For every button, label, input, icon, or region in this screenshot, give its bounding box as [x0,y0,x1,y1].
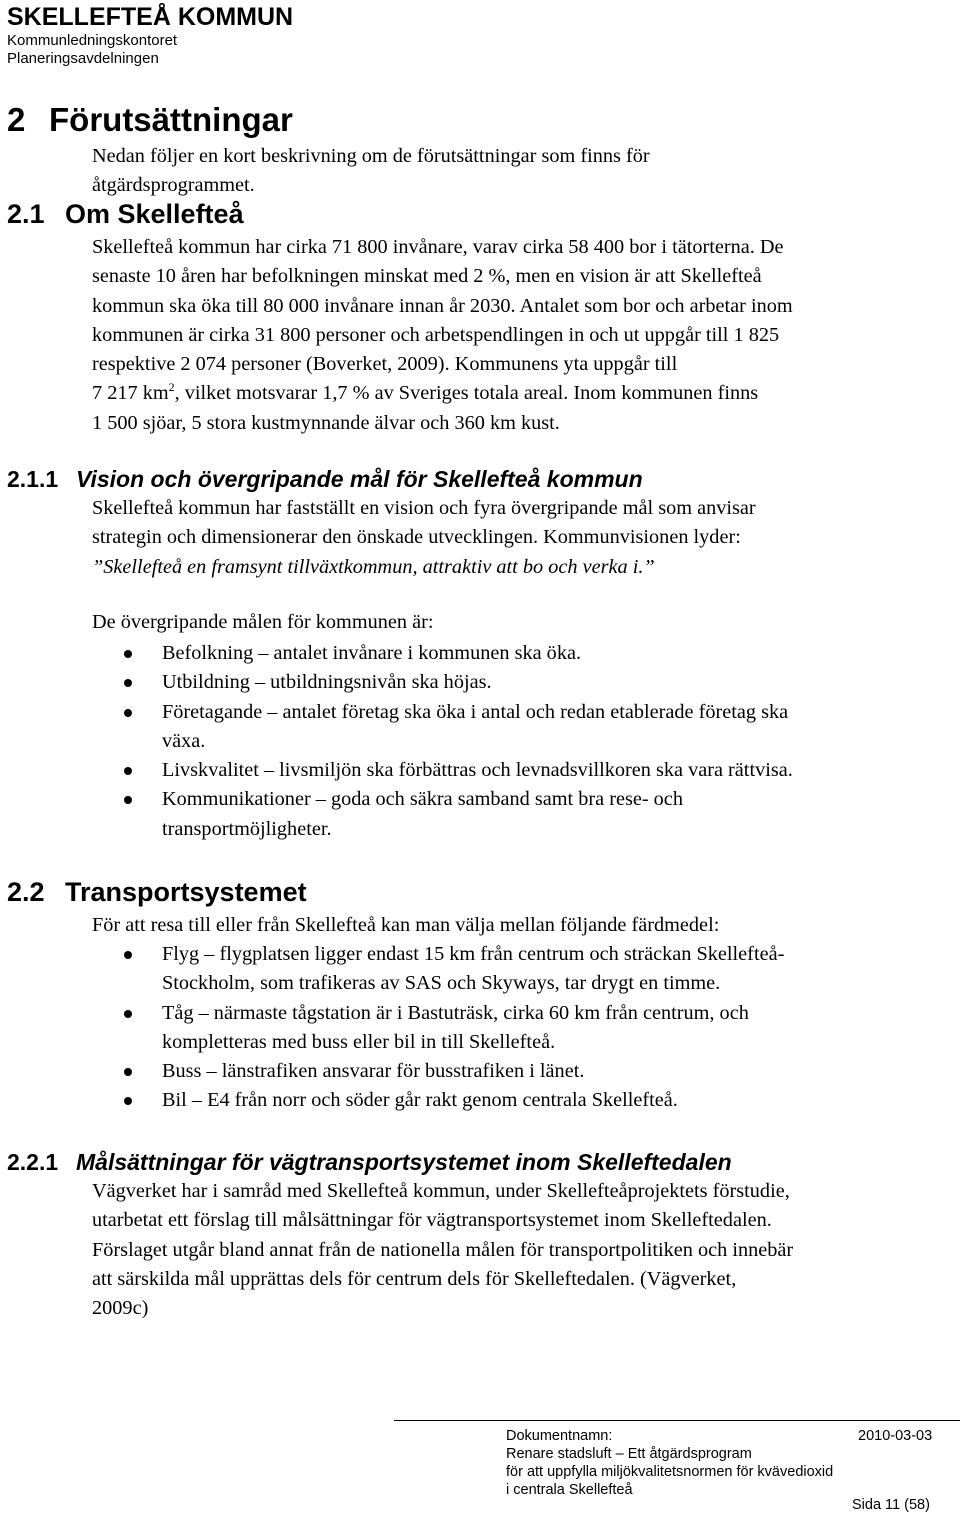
text-line: strategin och dimensionerar den önskade utvecklingen. Kommunvisionen lyder: [92,526,741,549]
text-line: senaste 10 åren har befolkningen minskat med 2 %, men en vision är att Skellefteå [92,265,762,288]
text-line: Skellefteå kommun har cirka 71 800 invånare, varav cirka 58 400 bor i tätorterna. De [92,236,784,258]
footer-date: 2010-03-03 [858,1428,933,1444]
list-item-text: transportmöjligheter. [162,817,332,840]
text-line [92,379,956,408]
office-name: Kommunledningskontoret [7,32,178,49]
list-item [92,698,956,757]
footer-doc-label: Dokumentnamn: [506,1428,613,1444]
bullet-icon [124,796,132,804]
list-item [92,1057,956,1086]
area-prefix: 7 217 km [92,382,169,405]
list-item-text: Utbildning – utbildningsnivån ska höjas. [162,671,492,694]
bullet-icon [124,650,132,658]
list-item [92,639,956,668]
area-superscript: 2 [168,380,175,395]
text-line: att särskilda mål upprättas dels för centrum dels för Skelleftedalen. (Vägverket, [92,1267,737,1290]
heading-number: 2.2.1 [7,1149,59,1175]
bullet-icon [124,1068,132,1076]
transport-modes-list [92,940,956,1116]
bullet-icon [124,951,132,959]
area-suffix: , vilket motsvarar 1,7 % av Sveriges totala areal. Inom kommunen finns [174,382,759,405]
list-item-text: Befolkning – antalet invånare i kommunen ska öka. [162,642,582,664]
goals-intro [92,608,956,637]
page-number: Sida 11 (58) [852,1497,930,1513]
list-item-text: Buss – länstrafiken ansvarar för busstrafiken i länet. [162,1060,585,1083]
text-line: respektive 2 074 personer (Boverket, 2009). Kommunens yta uppgår till [92,353,678,376]
list-item [92,668,956,697]
bullet-icon [124,1097,132,1105]
list-item-text: Tåg – närmaste tågstation är i Bastuträsk, cirka 60 km från centrum, och [162,1001,749,1024]
heading-number: 2.2 [7,877,45,907]
heading-section-2 [7,100,293,140]
list-item-text: Flyg – flygplatsen ligger endast 15 km från centrum och sträckan Skellefteå- [162,943,785,965]
heading-title: Om Skellefteå [65,199,244,229]
text-line: kommun ska öka till 80 000 invånare innan år 2030. Antalet som bor och arbetar inom [92,294,793,317]
heading-title: Förutsättningar [49,101,293,138]
footer-doc-title-line: för att uppfylla miljökvalitetsnormen för kvävedioxid [506,1464,834,1480]
section-2-2-intro [92,911,956,940]
heading-section-2-1 [7,198,244,230]
list-item-text: Kommunikationer – goda och säkra samband samt bra rese- och [162,788,683,811]
list-item [92,1086,956,1115]
heading-title: Målsättningar för vägtransportsystemet inom Skelleftedalen [76,1149,732,1175]
text-line: Skellefteå kommun har fastställt en vision och fyra övergripande mål som anvisar [92,497,756,519]
text-line: Vägverket har i samråd med Skellefteå kommun, under Skellefteåprojektets förstudie, [92,1180,790,1202]
section-2-2-1-body [92,1177,956,1323]
text-line: utarbetat ett förslag till målsättningar för vägtransportsystemet inom Skelleftedalen. [92,1209,772,1232]
text-line: Nedan följer en kort beskrivning om de förutsättningar som finns för [92,145,650,167]
heading-section-2-2 [7,876,307,908]
goals-list [92,639,956,844]
list-item [92,999,956,1058]
heading-number: 2.1.1 [7,466,59,492]
list-item-text: växa. [162,729,206,752]
organization-name: SKELLEFTEÅ KOMMUN [7,3,294,31]
heading-number: 2 [7,101,26,138]
heading-section-2-1-1 [7,465,643,493]
text-line: Förslaget utgår bland annat från de nationella målen för transportpolitiken och innebär [92,1238,794,1261]
list-item [92,940,956,999]
text-line: kommunen är cirka 31 800 personer och arbetspendlingen in och ut uppgår till 1 825 [92,323,780,346]
heading-number: 2.1 [7,199,45,229]
list-item-text: Bil – E4 från norr och söder går rakt genom centrala Skellefteå. [162,1089,678,1112]
heading-title: Transportsystemet [65,877,307,907]
bullet-icon [124,767,132,775]
list-item [92,785,956,844]
heading-title: Vision och övergripande mål för Skellefteå kommun [76,466,643,492]
vision-quote: ”Skellefteå en framsynt tillväxtkommun, attraktiv att bo och verka i.” [92,555,655,578]
footer-divider [394,1420,960,1421]
footer-doc-title-line: Renare stadsluft – Ett åtgärdsprogram [506,1446,752,1462]
text-line: För att resa till eller från Skellefteå kan man välja mellan följande färdmedel: [92,914,720,936]
department-name: Planeringsavdelningen [7,50,159,67]
bullet-icon [124,1010,132,1018]
text-line: 2009c) [92,1297,149,1320]
bullet-icon [124,679,132,687]
section-2-1-1-body [92,494,956,582]
bullet-icon [124,709,132,717]
text-line: åtgärdsprogrammet. [92,174,255,197]
list-item [92,756,956,785]
heading-section-2-2-1 [7,1148,732,1176]
footer-doc-title-line: i centrala Skellefteå [506,1482,633,1498]
list-item-text: kompletteras med buss eller bil in till Skellefteå. [162,1030,556,1053]
section-2-intro [92,142,956,201]
text-line: De övergripande målen för kommunen är: [92,611,434,633]
list-item-text: Företagande – antalet företag ska öka i antal och redan etablerade företag ska [162,700,789,723]
list-item-text: Livskvalitet – livsmiljön ska förbättras och levnadsvillkoren ska vara rättvisa. [162,759,793,782]
section-2-1-body [92,233,956,438]
text-line: 1 500 sjöar, 5 stora kustmynnande älvar och 360 km kust. [92,411,560,434]
list-item-text: Stockholm, som trafikeras av SAS och Skyways, tar drygt en timme. [162,972,721,995]
